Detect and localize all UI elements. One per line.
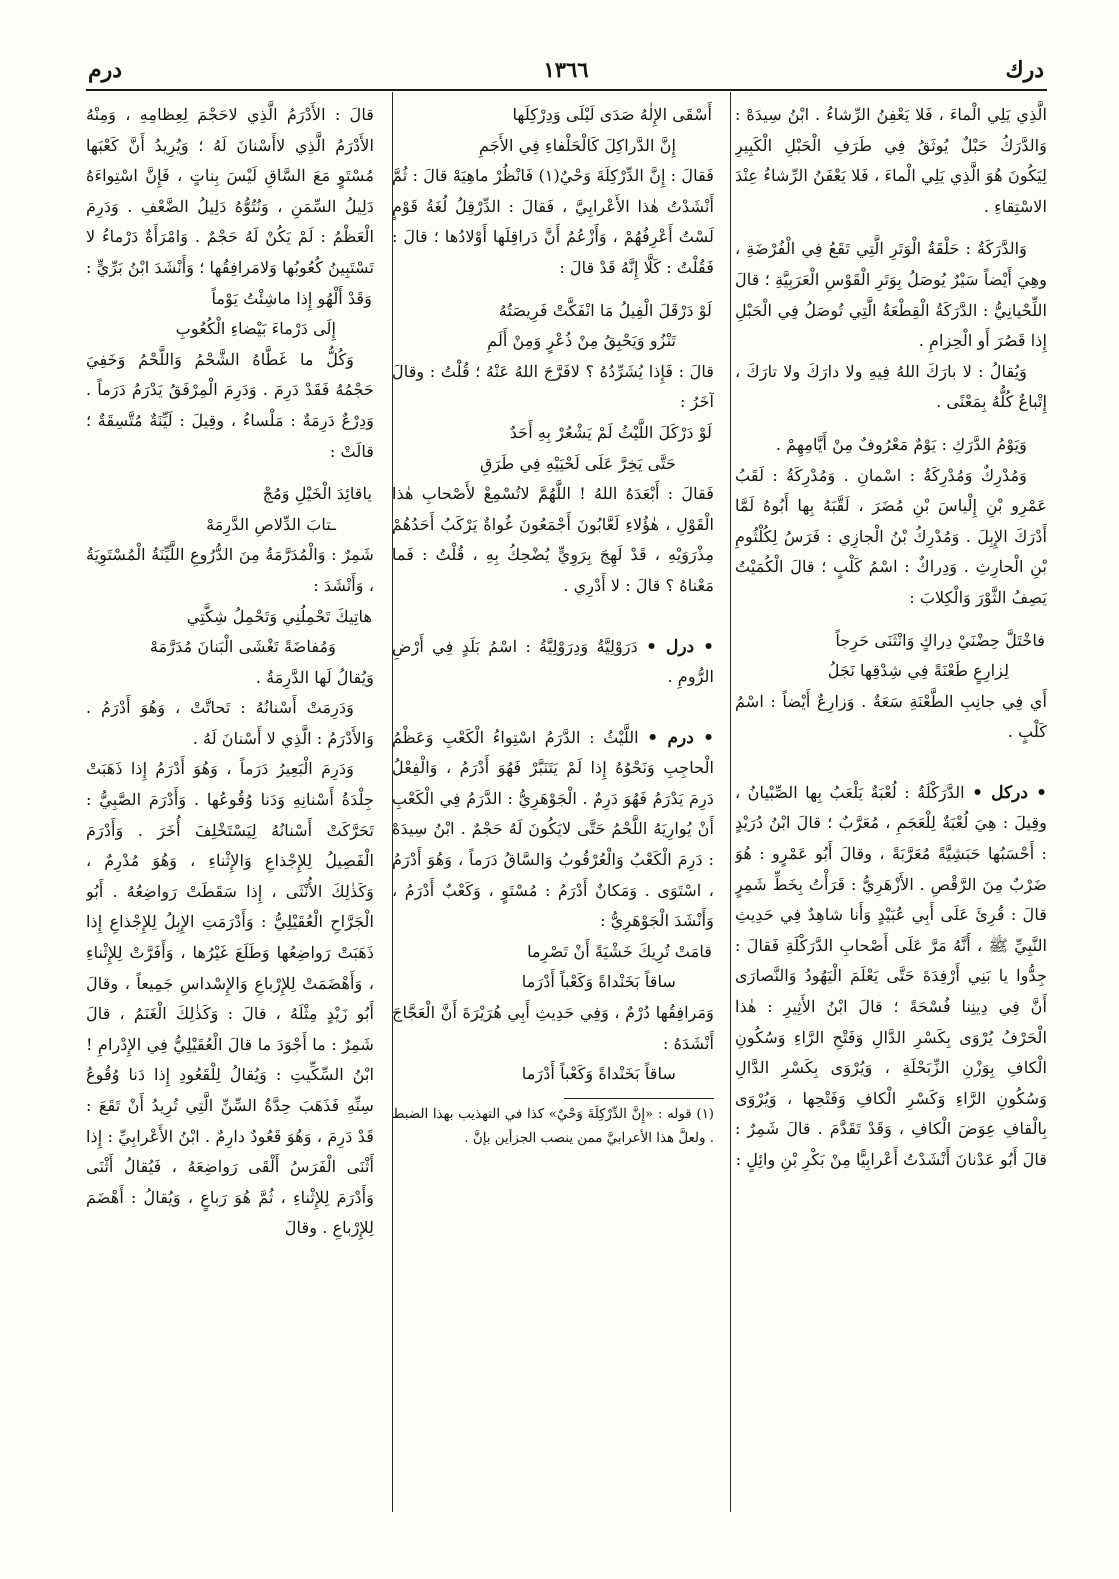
verse [392, 296, 714, 357]
paragraph: وَدَرِمَ الْبَعِيرُ دَرَماً ، وَهُوَ أَدْرَمُ إِذا ذَهَبَتْ جِلْدَةُ أَسْنانِهِ وَدَنا وُقُوعُها . وَأَدْرَمَ الصَّبِيُّ : تَحَرَّكَتْ أَسْنانُهُ لِيَسْتَخْلِفَ أُخَرَ . وَأَدْرَمَ الْفَصِيلُ لِلإِجْذاعِ وَالإِثْناءِ ، وَهُوَ مُدْرِمٌ ، وَكَذٰلِكَ الأُنْثَى ، إِذا سَقَطَتْ رَواضِعُهُ . أَبُو الْجَرَّاحِ الْعُقَيْلِيُّ : وَأَدْرَمَتِ الإِبِلُ لِلإِجْذاعِ إِذا ذَهَبَتْ رَواضِعُها وَطَلَعَ غَيْرُها ، وَأَفَرَّتْ لِلإِثْناءِ ، وَأَهْضَمَتْ لِلإِرْباعِ وَالإِسْداسِ جَمِيعاً ، وقالَ أَبُو زَيْدٍ مِثْلَهُ ، قالَ : وَكَذٰلِكَ الْغَنَمُ ، قالَ شَمِرٌ : ما أَجْوَدَ ما قالَ الْعُقَيْلِيُّ فِي الإِدْرامِ ! ابْنُ السِّكِّيتِ : وَيُقالُ لِلْقَعُودِ إِذا دَنا وُقُوعُ سِنِّهِ فَذَهَبَ حِدَّةُ السِّنِّ الَّتِي تُرِيدُ أَنْ تَقَعَ : قَدْ دَرِمَ ، وَهُوَ قَعُودٌ دارِمٌ . ابْنُ الأَعْرابِيِّ : إِذا أَثْنَى الْفَرَسُ أَلْقَى رَواضِعَهُ ، فَيُقالُ أَثْنَى وَأَدْرَمَ لِلإِثْناءِ ، ثُمَّ هُوَ رَباعٍ ، وَيُقالُ : أَهْضَمَ لِلإِرْباعِ . وقالَ [86, 759, 374, 1238]
entry-darm [392, 723, 714, 937]
verse-hemistich: تَنْزُو وَيَحْبِقُ مِنْ ذُعْرٍ وَمِنْ أَلَمِ [487, 331, 676, 351]
verse [392, 100, 714, 161]
verse-hemistich: فاخْتَلَّ حِضْنَيْ دِراكٍ وَانْثَنَى حَرِجاً [835, 630, 1045, 650]
footnote: (١) قوله : «إِنَّ الدِّرْكِلَةَ وَحْيٌ» كذا في التهذيب بهذا الضبط . ولعلَّ هذا الأعرابيَّ ممن ينصب الجزأين بإنَّ . [392, 1106, 714, 1146]
verse-hemistich: لَوْ دَرْقَلَ الْفِيلُ مَا انْفَكَّتْ فَرِيصَتُهُ [498, 300, 712, 320]
verse-hemistich: ساقاً بَخَنْداةً وَكَعْباً أَدْرَما [521, 1064, 676, 1084]
verse-hemistich: حَتَّى يَخِرَّ عَلَى لَحْيَيْهِ فِي طَرَقِ [480, 453, 676, 473]
column-middle [392, 100, 714, 1500]
paragraph: شَمِرٌ : وَالْمُدَرَّمَةُ مِنَ الدُّرُوعِ اللَّيِّنَةُ الْمُسْتَوِيَةُ ، وَأَنْشَدَ : [86, 545, 374, 595]
paragraph: وَكُلُّ ما غَطَّاهُ الشَّحْمُ وَاللَّحْمُ وَخَفِيَ حَجْمُهُ فَقَدْ دَرِمَ . وَدَرِمَ الْمِرْفَقُ يَدْرَمُ دَرَماً . وَدِرْعٌ دَرِمَةٌ : مَلْساءُ ، وقِيلَ : لَيِّنَةٌ مُتَّسِقَةٌ ؛ قالَتْ : [86, 349, 374, 461]
entry-heading: • درل • [646, 636, 714, 657]
verse-hemistich: ـتابَ الدِّلاصِ الدَّرِمَهْ [206, 514, 336, 534]
column-divider-right [730, 92, 731, 1512]
paragraph: وَالدَّرَكَةُ : حَلْقَةُ الْوَتَرِ الَّتِي تَقَعُ فِي الْفُرْضَةِ ، وهِيَ أَيْضاً سَيْرٌ يُوصَلُ بِوَتَرِ الْقَوْسِ الْعَرَبِيَّةِ ؛ قالَ اللِّحْيانِيُّ : الدَّرَكَةُ الْقِطْعَةُ الَّتِي تُوصَلُ فِي الْحَبْلِ إِذا قَصُرَ أَو الْحِزامِ . [735, 239, 1047, 351]
paragraph: قالَ : فَإِذا يُشَرِّدُهُ ؟ لافَرَّجَ اللهُ عَنْهُ ؛ قُلْتُ : وقالَ آخَرُ : [392, 361, 714, 412]
header-root-left: درم [88, 57, 123, 83]
column-right [735, 100, 1047, 1500]
verse-hemistich: أَسْقَى الإِلٰهُ صَدَى لَيْلَى وَدِرْكِلَها [512, 105, 712, 124]
verse-hemistich: وَمُفاضَةً تَغْشَى الْبَنانَ مُدَرَّمَهْ [149, 637, 336, 657]
paragraph: قالَ : الأَدْرَمُ الَّذِي لاحَجْمَ لِعِظامِهِ ، وَمِنْهُ الأَدْرَمُ الَّذِي لاأَسْنانَ لَهُ ؛ وَيُرِيدُ أَنَّ كَعْبَها مُسْتَوٍ مَعَ السَّاقِ لَيْسَ بِناتٍ ، فَإِنَّ اسْتِواءَهُ دَلِيلُ السِّمَنِ ، وَنُتُوُّهُ دَلِيلُ الضَّعْفِ . وَدَرِمَ الْعَظْمُ : لَمْ يَكُنْ لَهُ حَجْمٌ . وَامْرَأَةٌ دَرْماءُ لا تَسْتَبِينُ كُعُوبُها وَلامَرافِقُها ؛ وَأَنْشَدَ ابْنُ بَرِّيٍّ : [86, 105, 374, 277]
paragraph: أَي فِي جانِبِ الطَّعْنَةِ سَعَةٌ . وَزارِعٌ أَيْضاً : اسْمُ كَلْبٍ . [735, 691, 1047, 742]
paragraph: الَّذِي يَلِي الْماءَ ، فَلا يَعْفِنُ الرِّشاءُ . ابْنُ سِيدَهْ : وَالدَّرَكُ حَبْلٌ يُوثَقُ فِي طَرَفِ الْحَبْلِ الْكَبِيرِ لِيَكُونَ هُوَ الَّذِي يَلِي الْماءَ ، فَلا يَعْفَنُ الرِّشاءُ عِنْدَ الاسْتِقاءِ . [735, 105, 1047, 216]
entry-dirkil [735, 778, 1047, 1176]
paragraph: وَيُقالُ : لا بارَكَ اللهُ فِيهِ ولا دارَكَ ولا تارَكَ ، إِتْباعٌ كُلُّهُ بِمَعْنًى . [735, 361, 1047, 412]
paragraph: وَمَرافِقُها دُرْمٌ ، وَفِي حَدِيثِ أَبِي هُرَيْرَةَ أَنَّ الْعَجَّاجَ أَنْشَدَهُ : [392, 1003, 714, 1053]
verse-hemistich: إِنَّ الدَّراكِلَ كَالْحَلْفاءِ فِي الأَجَمِ [478, 135, 676, 155]
paragraph: فَقالَ : إِنَّ الدِّرْكِلَةَ وَحْيٌ(١) فَانْظُرْ ماهِيَهْ قالَ : ثُمَّ أَنْشَدْتُ هٰذا الأَعْرابِيَّ ، فَقالَ : الدِّرْقِلُ لُغَةُ قَوْمٍ لَسْتُ أَعْرِفُهُمْ ، وَأَزْعُمُ أَنَّ دَراقِلَها أَوْلادُها ؛ قالَ : فَقُلْتُ : كَلَّا إِنَّهُ قَدْ قالَ : [392, 166, 714, 277]
page-header [88, 55, 1044, 89]
verse-hemistich: وَقَدْ أَلْهُو إِذا ماشِئْتُ يَوْماً [211, 288, 372, 308]
paragraph: وَمُدْرِكٌ وَمُدْرِكَةُ : اسْمانِ . وَمُدْرِكَةُ : لَقَبُ عَمْرِو بْنِ إِلْياسَ بْنِ مُضَرَ ، لَقَّبَهُ بِها أَبُوهُ لَمَّا أَدْرَكَ الإِبِلَ . وَمُدْرِكُ بْنُ الْجازِي : فَرَسُ لِكُلْثُومِ بْنِ الْحارِثِ . وَدِراكٌ : اسْمُ كَلْبٍ ؛ قالَ الْكُمَيْتُ يَصِفُ الثَّوْرَ وَالْكِلابَ : [735, 465, 1047, 607]
entry-heading: • دركل • [972, 782, 1047, 803]
page-number: ١٣٦٦ [543, 57, 589, 82]
entry-text: اللَّيْثُ : الدَّرَمُ اسْتِواءُ الْكَعْبِ وَعَظْمُ الْحاجِبِ وَنَحْوُهُ إِذا لَمْ يَتَنَبَّرْ فَهُوَ أَدْرَمُ ، وَالْفِعْلُ دَرِمَ يَدْرَمُ فَهُوَ دَرِمٌ . الْجَوْهَرِيُّ : الدَّرَمُ فِي الْكَعْبِ أَنْ يُوارِيَهُ اللَّحْمُ حَتَّى لايَكُونَ لَهُ حَجْمٌ . ابْنُ سِيدَهْ : دَرِمَ الْكَعْبُ وَالْعُرْقُوبُ وَالسَّاقُ دَرَماً ، وَهُوَ أَدْرَمُ ، اسْتَوَى . وَمَكانٌ أَدْرَمُ : مُسْتَوٍ ، وَكَعْبٌ أَدْرَمُ ، وَأَنْشَدَ الْجَوْهَرِيُّ : [392, 727, 714, 931]
verse-hemistich: هاتِيكَ تَحْمِلُنِي وَتَحْمِلُ شِكَّتِي [186, 606, 372, 626]
footnote-rule [564, 1098, 714, 1099]
entry-text: دَرَوْلِيَّةُ وَدِرَوْلِيَّةُ : اسْمُ بَلَدٍ فِي أَرْضِ الرُّومِ . [392, 636, 714, 687]
verse-hemistich: قامَتْ تُرِيكَ خَشْيَةً أَنْ تَصْرِما [527, 941, 712, 961]
verse [735, 626, 1047, 687]
verse [392, 937, 714, 998]
entry-darl [392, 632, 714, 693]
verse-hemistich: ياقائِدَ الْخَيْلِ وَمُجْ [262, 484, 372, 504]
header-divider [86, 89, 1047, 91]
entry-heading: • درم • [647, 727, 714, 748]
verse-hemistich: لِزارِعٍ طَعْنَةً فِي شِدْقِها نَجَلُ [827, 661, 1009, 681]
paragraph: وَيُقالُ لَها الدَّرِمَةُ . [255, 667, 374, 687]
entry-text: الدَّرَكْلَةُ : لُعْبَةٌ يَلْعَبُ بِها الصِّبْيانُ ، وقِيلَ : هِيَ لُعْبَةٌ لِلْعَجَمِ ، مُعَرَّبٌ ؛ قالَ ابْنُ دُرَيْدٍ : أَحْسَبُها حَبَشِيَّةً مُعَرَّبَةً ، وقالَ أَبُو عَمْرٍو : هُوَ ضَرْبٌ مِنَ الرَّقْصِ . الأَزْهَرِيُّ : قَرَأْتُ بِخَطِّ شَمِرٍ قالَ : قُرِئَ عَلَى أَبِي عُبَيْدٍ وَأَنا شاهِدٌ فِي حَدِيثِ النَّبِيِّ ﷺ ، أَنَّهُ مَرَّ عَلَى أَصْحابِ الدَّرَكْلَةِ فَقالَ : جِدُّوا يا بَنِي أَرْفِدَةَ حَتَّى يَعْلَمَ الْيَهُودُ وَالنَّصارَى أَنَّ فِي دِينِنا فُسْحَةً ؛ قالَ ابْنُ الأَثِيرِ : هٰذا الْحَرْفُ يُرْوَى بِكَسْرِ الدَّالِ وَفَتْحِ الرَّاءِ وَسُكُونِ الْكافِ بِوَزْنِ الزِّبَحْلَةِ ، وَيُرْوَى بِكَسْرِ الدَّالِ وَسُكُونِ الرَّاءِ وَكَسْرِ الْكافِ وَفَتْحِها ، وَيُرْوَى بِالْقافِ عِوَضَ الْكافِ ، وَقَدْ تَقَدَّمَ . قالَ شَمِرٌ : قالَ أَبُو عَدْنانَ أَنْشَدْتُ أَعْرابِيًّا مِنْ بَكْرِ بْنِ وائِلٍ : [735, 782, 1047, 1169]
column-left [86, 100, 374, 1500]
verse [86, 602, 374, 663]
verse [392, 1059, 714, 1090]
paragraph: وَدَرِمَتْ أَسْنانُهُ : تَحاتَّتْ ، وَهُوَ أَدْرَمُ . وَالأَدْرَمُ : الَّذِي لا أَسْنانَ لَهُ . [86, 698, 374, 748]
verse [86, 284, 374, 345]
verse-hemistich: إِلَى دَرْماءَ بَيْضاءِ الْكُعُوبِ [175, 319, 336, 339]
verse-hemistich: ساقاً بَخَنْداةً وَكَعْباً أَدْرَما [521, 972, 676, 992]
paragraph: وَيَوْمُ الدَّرَكِ : يَوْمٌ مَعْرُوفٌ مِنْ أَيَّامِهِمْ . [775, 434, 1027, 454]
paragraph: فَقالَ : أَبْعَدَهُ اللهُ ! اللَّهُمَّ لاتُسْمِعْ لأَصْحابِ هٰذا الْقَوْلِ ، هٰؤُلاءِ لَعَّابُونَ أَجْمَعُونَ غُواةٌ يَرْكَبُ أَحَدُهُمْ مِذْرَوَيْهِ ، قَدْ لَهِجَ بِرَوِيٍّ يُضْحِكُ بِهِ ، قُلْتُ : فَما مَعْناهُ ؟ قالَ : لا أَدْرِي . [392, 484, 714, 595]
header-root-right: درك [1005, 57, 1044, 83]
verse [392, 418, 714, 479]
verse [86, 479, 374, 540]
verse-hemistich: لَوْ دَرْكَلَ اللَّيْثُ لَمْ يَشْعُرْ بِهِ أَحَدٌ [509, 422, 712, 442]
